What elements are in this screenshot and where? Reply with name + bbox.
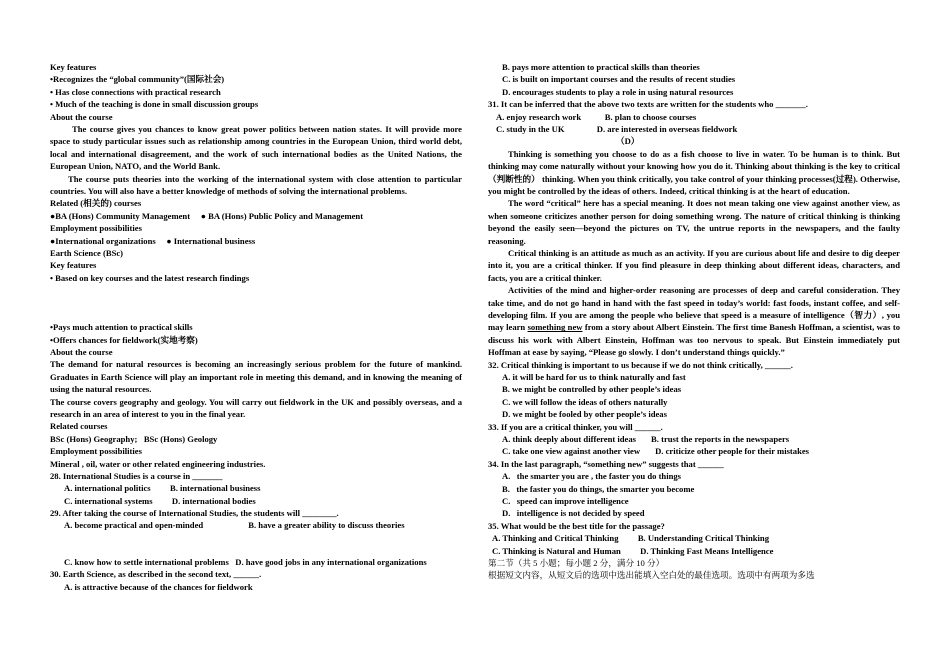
- heading-key-features: Key features: [50, 62, 97, 72]
- left-column: [50, 61, 462, 593]
- heading-about-course: About the course: [50, 111, 113, 122]
- feature-item: •Offers chances for fieldwork(实地考察): [50, 334, 198, 345]
- feature-item: •Recognizes the “global community”(国际社会): [50, 74, 225, 85]
- question-35-options: A. Thinking and Critical Thinking B. Understanding Critical Thinking: [492, 533, 769, 544]
- feature-item: • Based on key courses and the latest research findings: [50, 272, 250, 283]
- question-33: 33. If you are a critical thinker, you will ______.: [488, 421, 663, 432]
- heading-related-courses: Related (相关的) courses: [50, 198, 142, 209]
- paragraph: [488, 284, 900, 358]
- section-heading: 第二节（共 5 小题；每小题 2 分，满分 10 分）: [488, 557, 665, 568]
- paragraph: The demand for natural resources is becoming an increasingly serious problem for the future of mankind. Graduates in Earth Science will play an important role in meeting this demand, and in knowing the meaning of using the natural resources.: [50, 359, 462, 395]
- heading-related-courses: Related courses: [50, 421, 108, 432]
- question-32: 32. Critical thinking is important to us because if we do not think critically, ______.: [488, 359, 793, 370]
- paragraph: The word “critical” here has a special meaning. It does not mean taking one view against another view, as when someone criticizes another person for doing something wrong. The nature of critical thinking is thinking beyond the easily seen—beyond the pictures on TV, the untrue reports in the newspapers, and the faulty reasoning.: [488, 198, 900, 246]
- question-31-options: A. enjoy research work B. plan to choose courses: [496, 111, 697, 122]
- question-32-option: C. we will follow the ideas of others naturally: [502, 396, 668, 407]
- paragraph-text: from a story about Albert Einstein. The first time Banesh Hoffman, a scientist, was to discuss his work with Albert Einstein, Hoffman was too nervous to speak. But Einstein immediately put Hoffman at ease by saying, “Please go slowly. I don’t understand things quickly.”: [488, 322, 900, 358]
- question-30-option-c: C. is built on important courses and the results of recent studies: [502, 74, 736, 85]
- question-32-option: B. we might be controlled by other people’s ideas: [502, 384, 682, 395]
- question-28: 28. International Studies is a course in _______: [50, 470, 223, 481]
- heading-employment: Employment possibilities: [50, 223, 142, 234]
- heading-employment: Employment possibilities: [50, 446, 142, 457]
- question-34: 34. In the last paragraph, “something new” suggests that ______: [488, 458, 724, 469]
- related-courses-list: BSc (Hons) Geography; BSc (Hons) Geology: [50, 433, 218, 444]
- question-34-option: B. the faster you do things, the smarter you become: [502, 483, 695, 494]
- feature-item: • Much of the teaching is done in small discussion groups: [50, 99, 259, 110]
- paragraph: Critical thinking is an attitude as much as an activity. If you are curious about life and desire to dig deeper into it, you are a critical thinker. If you find pleasure in deep thinking about different ideas, characters, and facts, you are a critical thinker.: [488, 247, 900, 283]
- employment-list: ●International organizations ● International business: [50, 235, 256, 246]
- question-30-option-a: A. is attractive because of the chances for fieldwork: [64, 581, 253, 592]
- question-33-options: A. think deeply about different ideas B. trust the reports in the newspapers: [502, 433, 790, 444]
- employment-list: Mineral , oil, water or other related engineering industries.: [50, 458, 266, 469]
- paragraph-text: Activities of the mind and higher-order reasoning are processes of deep and careful consideration. They take time, and do not go hand in hand with the fast speed in today’s world: fast foods, instant coffee, and self-developing film. If you are among the people who believe that speed is a measure of intelligence（智力）, you may learn: [488, 285, 900, 333]
- section-instructions: 根据短文内容，从短文后的选项中选出能填入空白处的最佳选项。选项中有两项为多选: [488, 570, 815, 581]
- heading-earth-science: Earth Science (BSc): [50, 247, 124, 258]
- question-34-option: A. the smarter you are , the faster you do things: [502, 471, 682, 482]
- feature-item: •Pays much attention to practical skills: [50, 322, 193, 333]
- paragraph: The course covers geography and geology. You will carry out fieldwork in the UK and possibly overseas, and a research in an area of interest to you in the final year.: [50, 396, 462, 419]
- question-29-options: C. know how to settle international problems D. have good jobs in any international organizations: [64, 556, 427, 567]
- question-33-options: C. take one view against another view D. criticize other people for their mistakes: [502, 446, 810, 457]
- question-30: 30. Earth Science, as described in the second text, ______.: [50, 569, 262, 580]
- question-28-options: C. international systems D. international bodies: [64, 495, 256, 506]
- question-30-option-b: B. pays more attention to practical skills than theories: [502, 62, 700, 72]
- question-29: 29. After taking the course of International Studies, the students will ________.: [50, 508, 339, 519]
- paragraph: Thinking is something you choose to do as a fish choose to live in water. To be human is to think. But thinking may come naturally without your knowing how you do it. Thinking about thinking is the key to critical（判断性的） thinking. When you think critically, you take control of your thinking processes(过程). Otherwise, you might be controlled by the ideas of others. Indeed, critical thinking is at the heart of education.: [488, 148, 900, 196]
- answer-mark: （D）: [616, 136, 640, 147]
- paragraph: The course puts theories into the working of the international system with close attention to particular countries. You will also have a better knowledge of methods of solving the international problems.: [50, 173, 462, 196]
- question-34-option: C. speed can improve intelligence: [502, 495, 629, 506]
- question-35: 35. What would be the best title for the passage?: [488, 520, 665, 531]
- underlined-phrase: something new: [527, 322, 583, 333]
- related-courses-list: ●BA (Hons) Community Management ● BA (Hons) Public Policy and Management: [50, 210, 364, 221]
- feature-item: • Has close connections with practical research: [50, 86, 221, 97]
- paragraph: The course gives you chances to know great power politics between nation states. It will provide more space to study particular issues such as relationship among countries in the European Union, third world debt, local and international disagreement, and the work of such international bodies as the United Nations, the European Union, NATO, and the World Bank.: [50, 123, 462, 172]
- heading-key-features: Key features: [50, 260, 97, 271]
- heading-about-course: About the course: [50, 346, 113, 357]
- question-30-option-d: D. encourages students to play a role in using natural resources: [502, 86, 734, 97]
- question-35-options: C. Thinking is Natural and Human D. Thinking Fast Means Intelligence: [492, 545, 774, 556]
- right-column: [488, 61, 900, 582]
- question-29-options: A. become practical and open-minded B. have a greater ability to discuss theories: [64, 520, 405, 531]
- question-32-option: D. we might be fooled by other people’s ideas: [502, 409, 667, 420]
- question-32-option: A. it will be hard for us to think naturally and fast: [502, 372, 686, 383]
- question-31-options: C. study in the UK D. are interested in overseas fieldwork: [496, 123, 738, 134]
- question-34-option: D. intelligence is not decided by speed: [502, 508, 645, 519]
- question-28-options: A. international politics B. international business: [64, 483, 261, 494]
- question-31: 31. It can be inferred that the above two texts are written for the students who _______.: [488, 99, 808, 110]
